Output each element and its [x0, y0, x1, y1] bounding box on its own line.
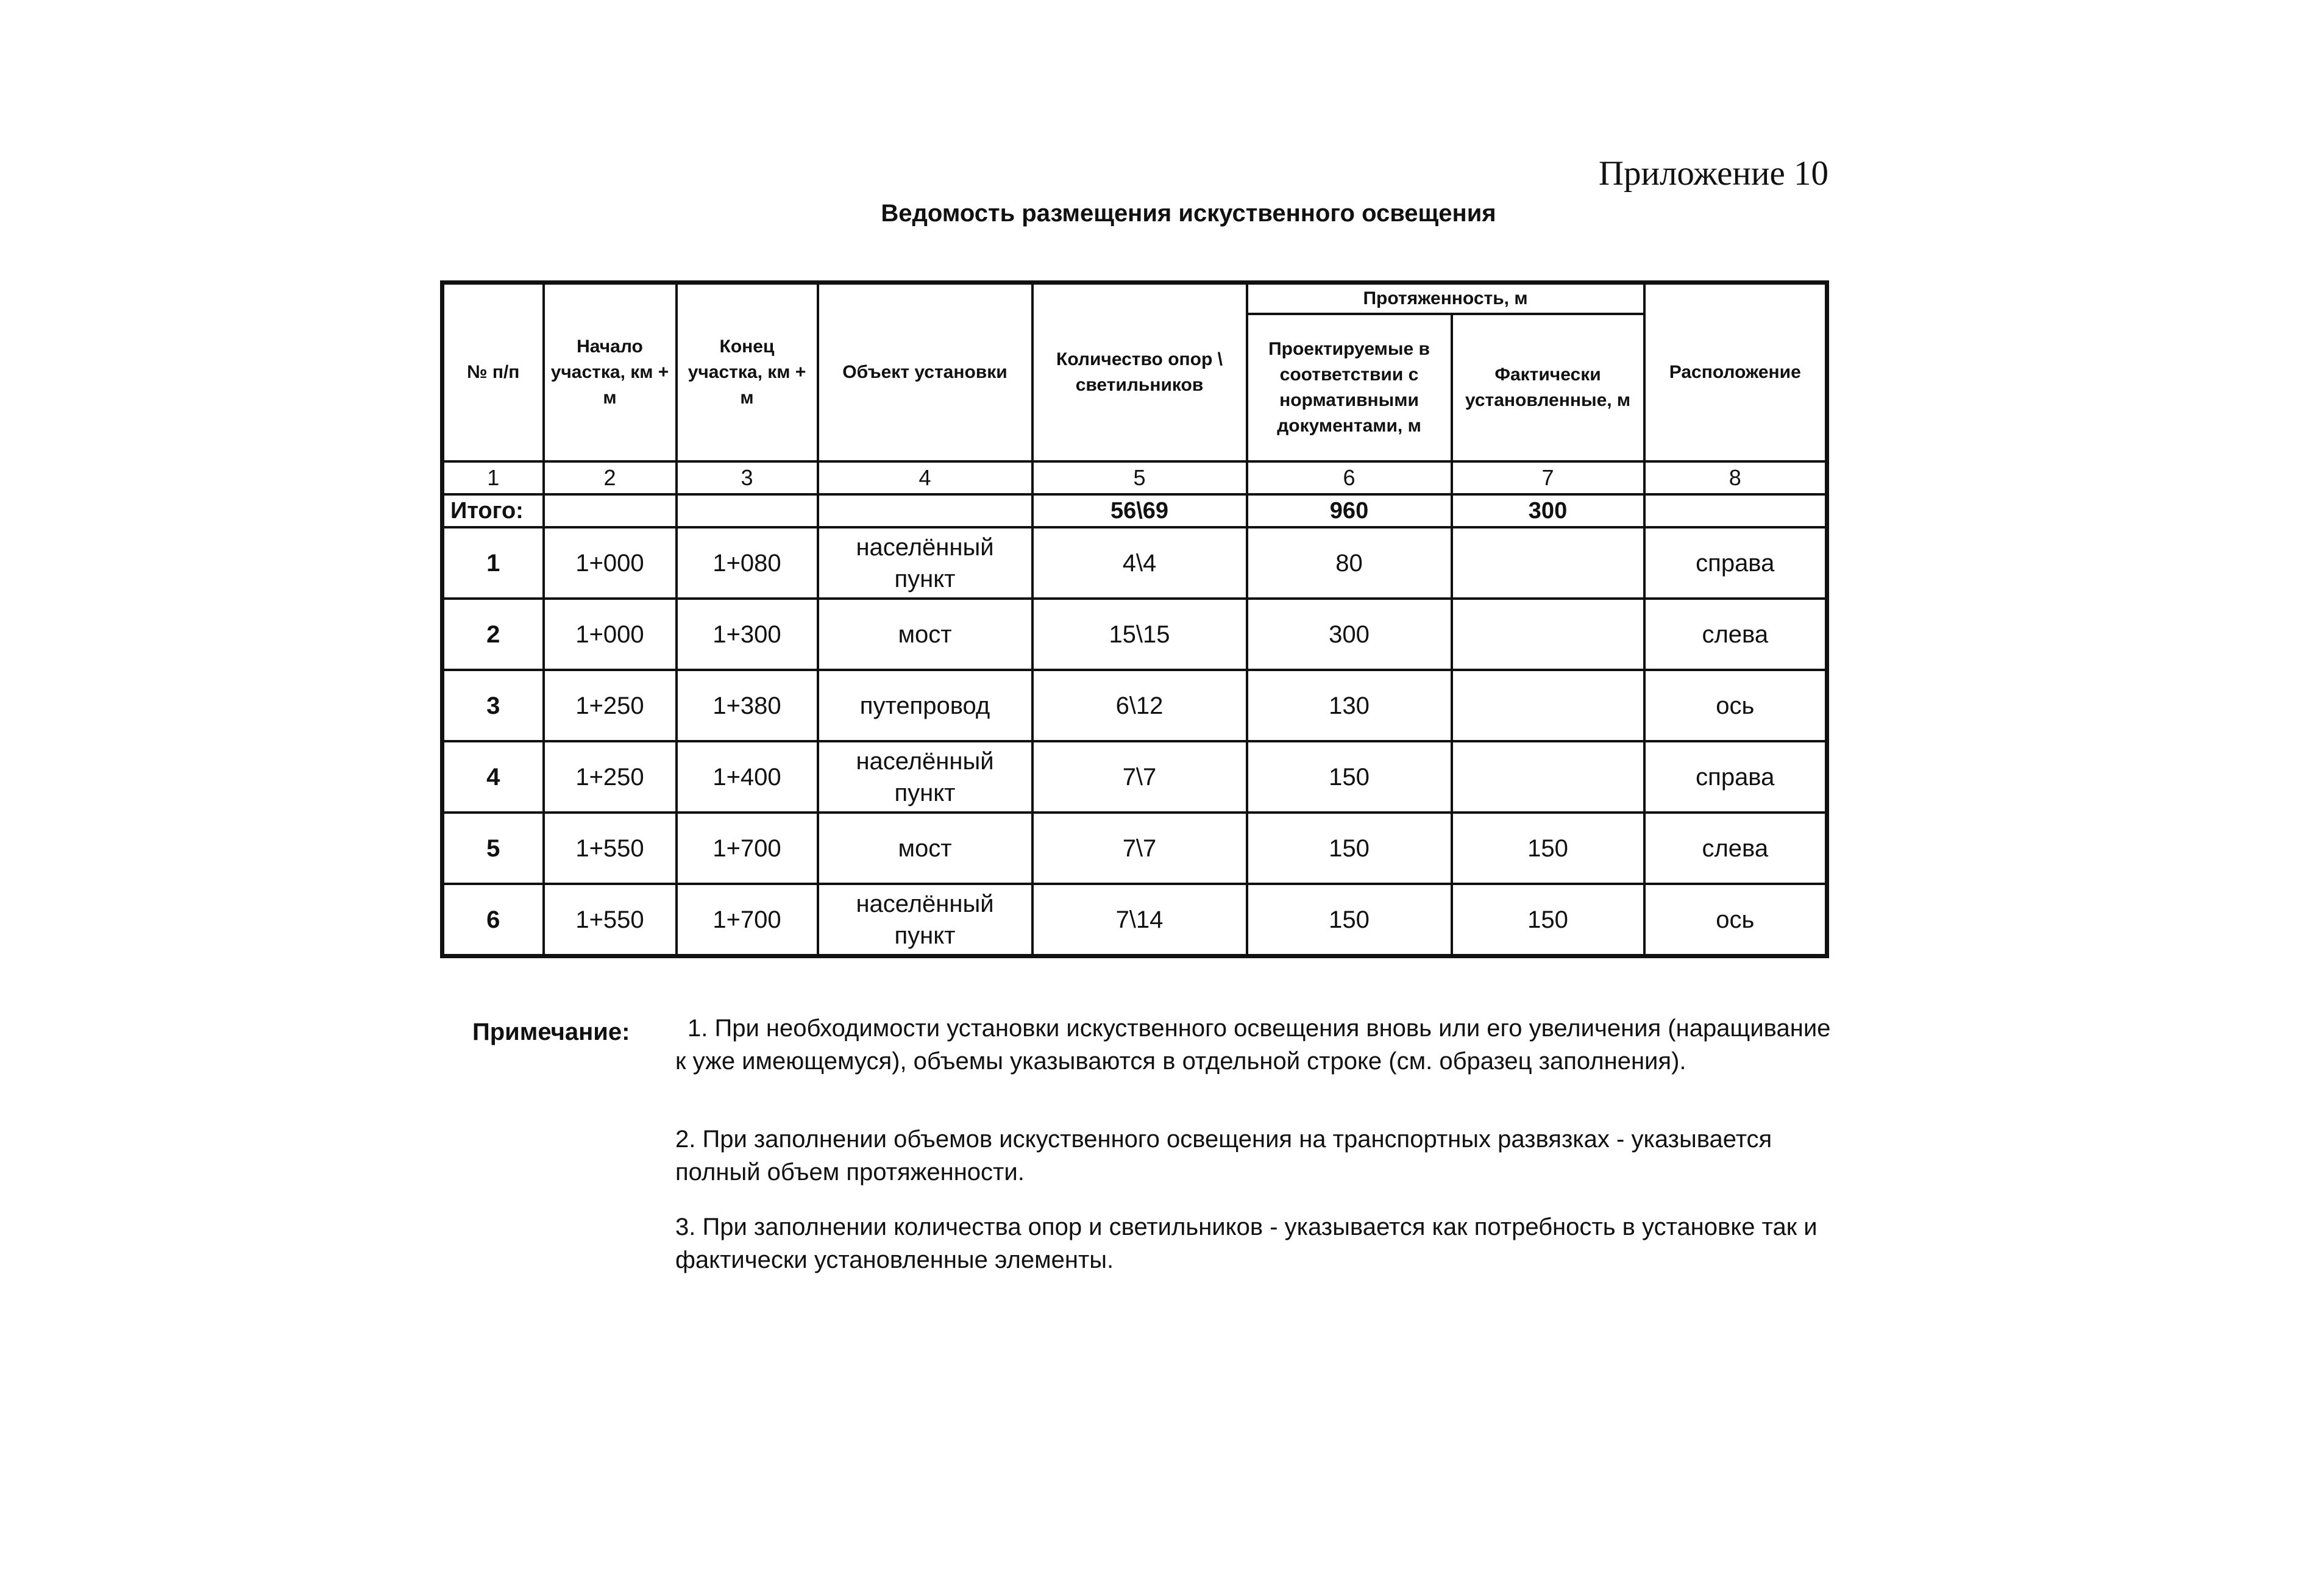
notes-label: Примечание:	[472, 1019, 630, 1045]
header-length-group: Протяженность, м	[1247, 283, 1644, 315]
column-number-row	[442, 461, 1827, 494]
total-empty-cell	[544, 494, 677, 527]
header-location: Расположение	[1644, 283, 1827, 462]
row-designed: 150	[1247, 741, 1452, 813]
row-count: 4\4	[1032, 527, 1247, 599]
total-empty-cell	[1644, 494, 1827, 527]
row-start: 1+250	[544, 741, 677, 813]
row-end: 1+380	[677, 670, 818, 741]
row-start: 1+550	[544, 884, 677, 956]
total-row	[442, 494, 1827, 527]
row-end: 1+080	[677, 527, 818, 599]
row-start: 1+550	[544, 813, 677, 884]
row-actual	[1452, 741, 1644, 813]
row-count: 7\7	[1032, 741, 1247, 813]
note-item: 3. При заполнении количества опор и светильников - указывается как потребность в установке так и фактически установленные элементы.	[675, 1214, 1818, 1273]
row-end: 1+700	[677, 813, 818, 884]
row-location: ось	[1644, 884, 1827, 956]
row-start: 1+250	[544, 670, 677, 741]
header-count: Количество опор \ светильников	[1032, 283, 1247, 462]
row-num: 4	[442, 741, 544, 813]
row-object: мост	[818, 813, 1032, 884]
row-num: 3	[442, 670, 544, 741]
header-object: Объект установки	[818, 283, 1032, 462]
row-end: 1+700	[677, 884, 818, 956]
document-title: Ведомость размещения искуственного освещения	[881, 200, 1496, 227]
header-designed: Проектируемые в соответствии с нормативными документами, м	[1247, 314, 1452, 461]
row-object: населённый пункт	[818, 741, 1032, 813]
row-actual	[1452, 599, 1644, 670]
column-number: 1	[442, 461, 544, 494]
row-location: справа	[1644, 527, 1827, 599]
row-num: 1	[442, 527, 544, 599]
row-object: населённый пункт	[818, 527, 1032, 599]
total-empty-cell	[677, 494, 818, 527]
note-item: 1. При необходимости установки искуственного освещения вновь или его увеличения (наращивание к уже имеющемуся), объемы указываются в отдельной строке (см. образец заполнения).	[675, 1015, 1831, 1075]
row-object: населённый пункт	[818, 884, 1032, 956]
note-item: 2. При заполнении объемов искуственного освещения на транспортных развязках - указывается полный объем протяженности.	[675, 1126, 1772, 1186]
row-count: 15\15	[1032, 599, 1247, 670]
row-num: 2	[442, 599, 544, 670]
table-row	[442, 813, 1827, 884]
row-actual: 150	[1452, 884, 1644, 956]
total-label: Итого:	[442, 494, 544, 527]
row-location: слева	[1644, 599, 1827, 670]
header-end: Конец участка, км + м	[677, 283, 818, 462]
row-designed: 130	[1247, 670, 1452, 741]
row-object: путепровод	[818, 670, 1032, 741]
row-start: 1+000	[544, 599, 677, 670]
column-number: 8	[1644, 461, 1827, 494]
header-start: Начало участка, км + м	[544, 283, 677, 462]
row-designed: 150	[1247, 884, 1452, 956]
header-num: № п/п	[442, 283, 544, 462]
header-actual: Фактически установленные, м	[1452, 314, 1644, 461]
table-row	[442, 527, 1827, 599]
row-location: ось	[1644, 670, 1827, 741]
column-number: 4	[818, 461, 1032, 494]
row-num: 5	[442, 813, 544, 884]
row-actual	[1452, 527, 1644, 599]
table-row	[442, 741, 1827, 813]
row-actual: 150	[1452, 813, 1644, 884]
row-count: 7\7	[1032, 813, 1247, 884]
lighting-table	[440, 280, 1829, 958]
row-object: мост	[818, 599, 1032, 670]
total-count: 56\69	[1032, 494, 1247, 527]
column-number: 2	[544, 461, 677, 494]
row-count: 6\12	[1032, 670, 1247, 741]
row-end: 1+400	[677, 741, 818, 813]
column-number: 6	[1247, 461, 1452, 494]
row-location: справа	[1644, 741, 1827, 813]
row-actual	[1452, 670, 1644, 741]
row-start: 1+000	[544, 527, 677, 599]
total-empty-cell	[818, 494, 1032, 527]
column-number: 7	[1452, 461, 1644, 494]
header-row	[442, 283, 1827, 315]
total-actual: 300	[1452, 494, 1644, 527]
row-designed: 300	[1247, 599, 1452, 670]
total-designed: 960	[1247, 494, 1452, 527]
row-designed: 150	[1247, 813, 1452, 884]
row-designed: 80	[1247, 527, 1452, 599]
column-number: 3	[677, 461, 818, 494]
row-location: слева	[1644, 813, 1827, 884]
appendix-label: Приложение 10	[1598, 154, 1828, 193]
row-count: 7\14	[1032, 884, 1247, 956]
table-row	[442, 884, 1827, 956]
table-row	[442, 670, 1827, 741]
row-end: 1+300	[677, 599, 818, 670]
column-number: 5	[1032, 461, 1247, 494]
row-num: 6	[442, 884, 544, 956]
table-row	[442, 599, 1827, 670]
